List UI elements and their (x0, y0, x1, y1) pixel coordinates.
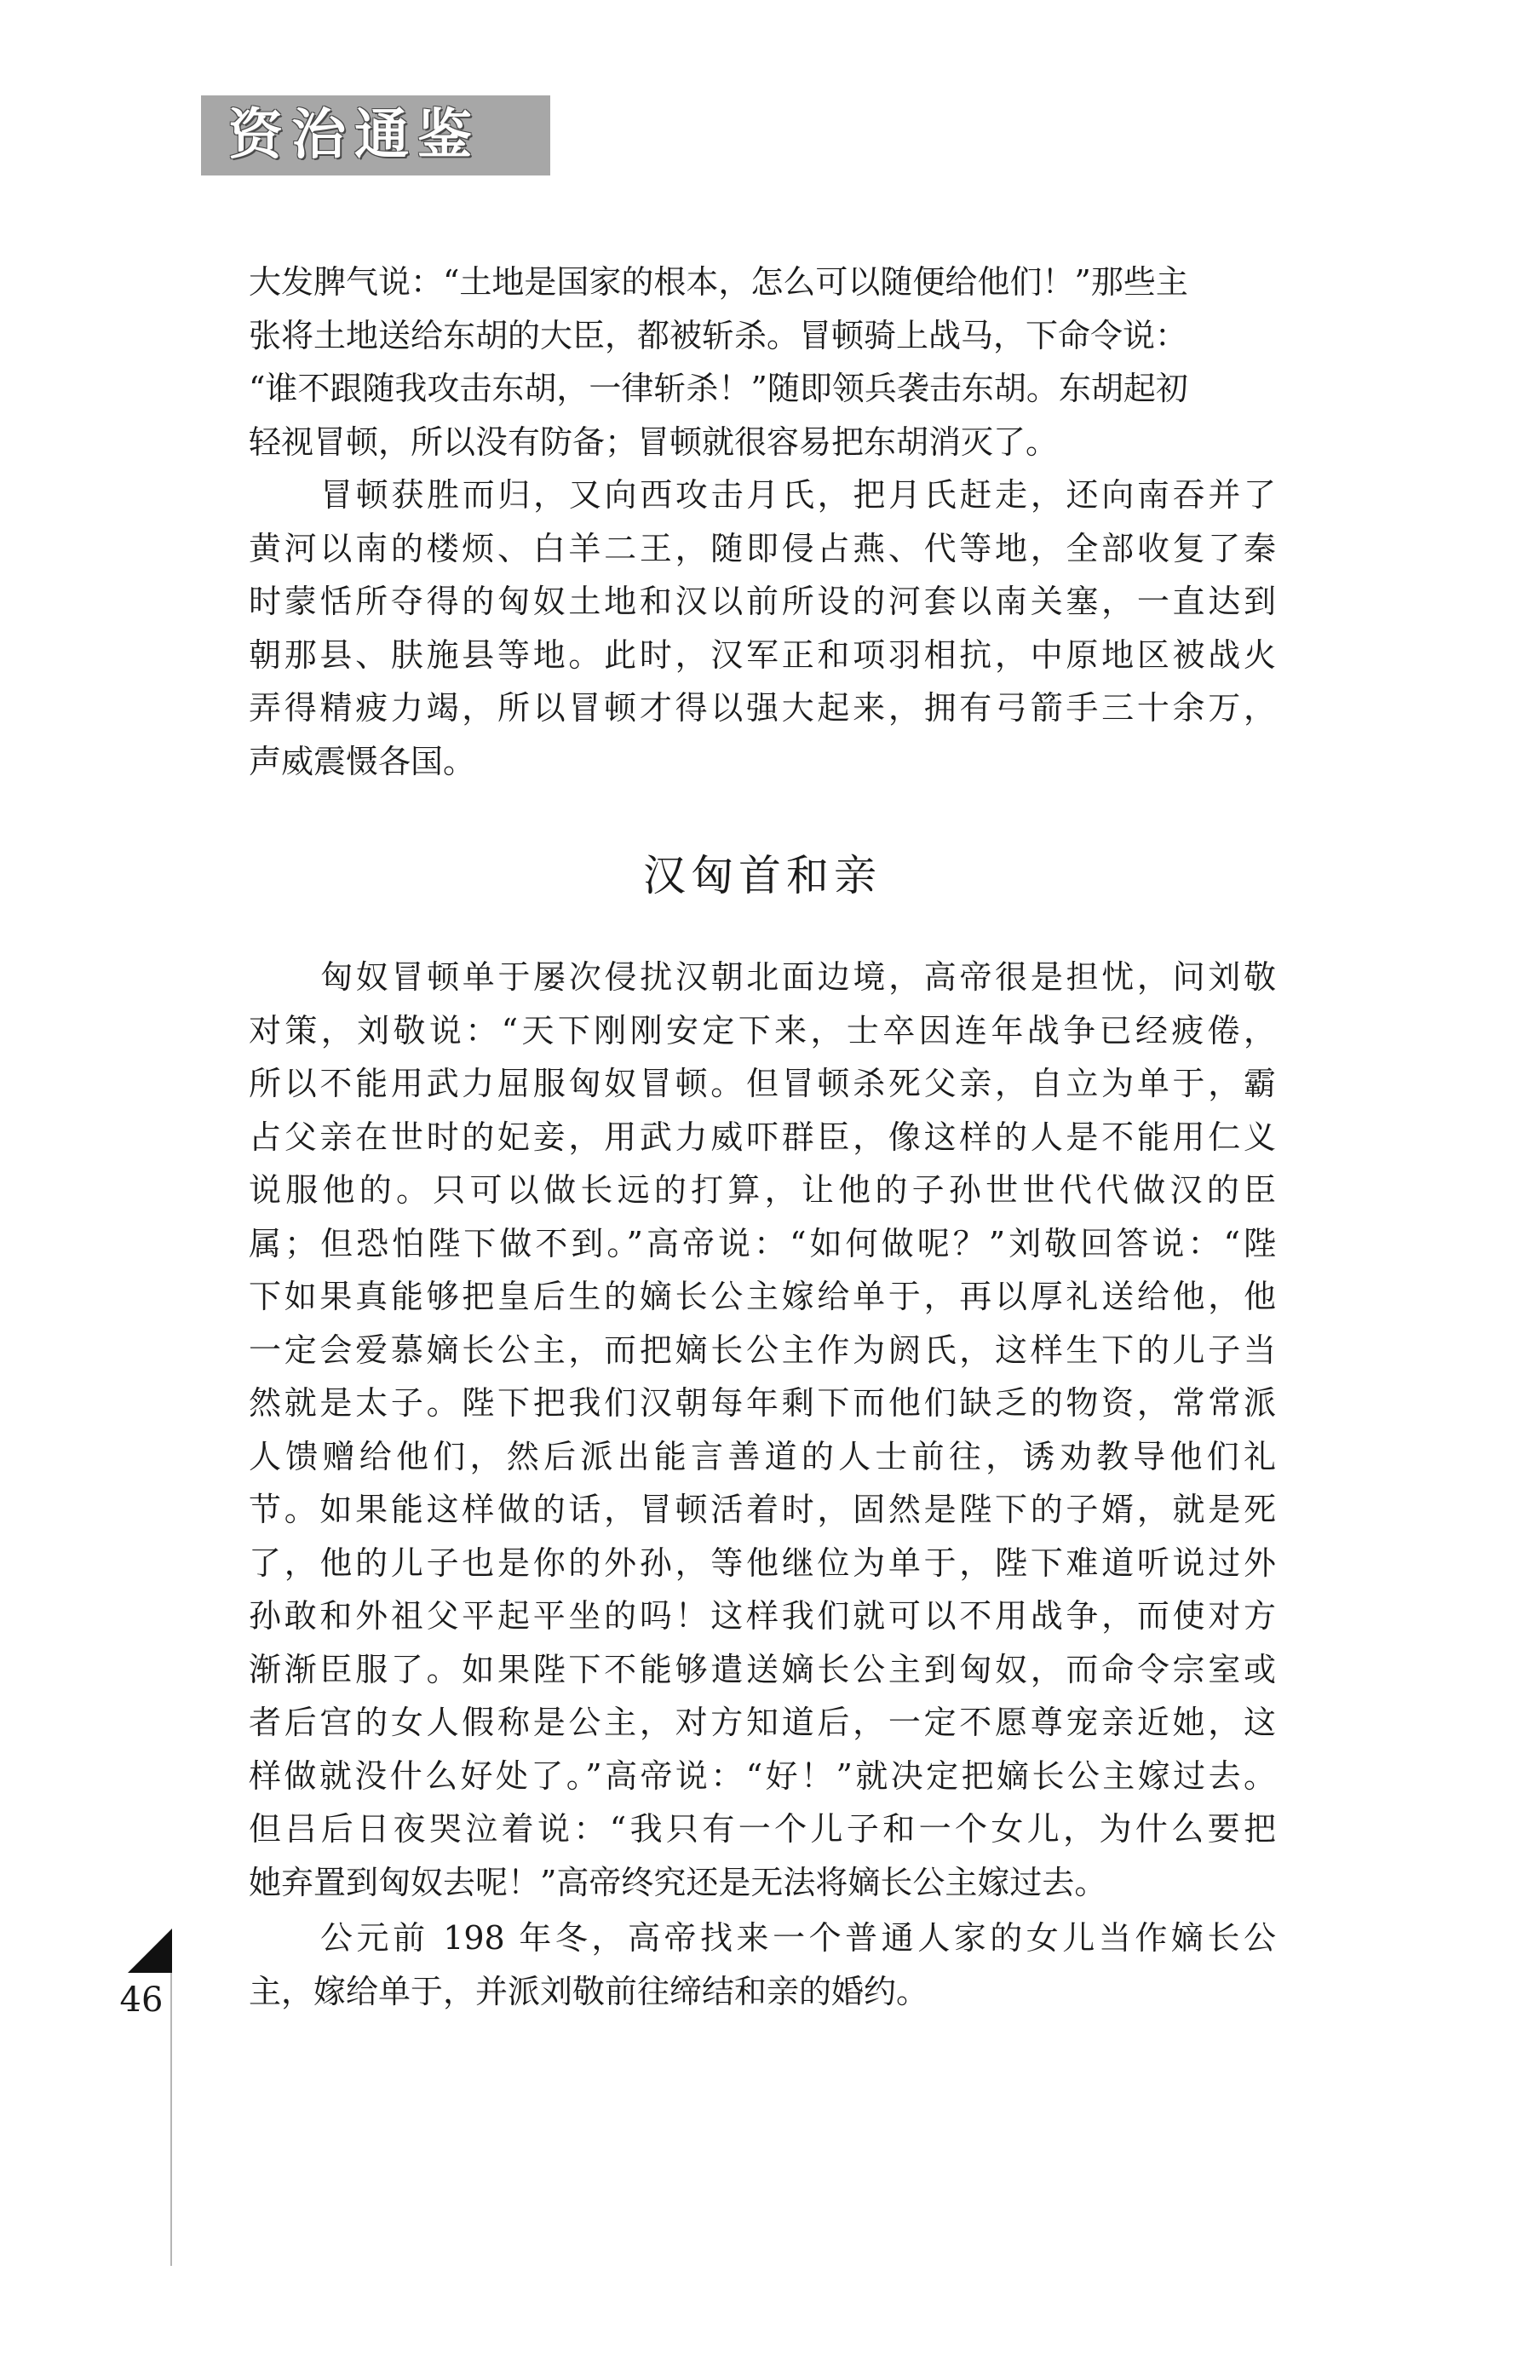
text-line: 属；但恐怕陛下做不到。”高帝说：“如何做呢？”刘敬回答说：“陛 (249, 1224, 1276, 1262)
text-line: 大发脾气说：“土地是国家的根本，怎么可以随便给他们！”那些主 (249, 263, 1188, 301)
text-line: 占父亲在世时的妃妾，用武力威吓群臣，像这样的人是不能用仁义 (249, 1118, 1276, 1156)
text-line: 时蒙恬所夺得的匈奴土地和汉以前所设的河套以南关塞，一直达到 (249, 583, 1276, 620)
text-line: 对策，刘敬说：“天下刚刚安定下来，士卒因连年战争已经疲倦， (249, 1011, 1276, 1049)
text-line: 所以不能用武力屈服匈奴冒顿。但冒顿杀死父亲，自立为单于，霸 (249, 1065, 1276, 1102)
corner-triangle-mark (128, 1929, 172, 1973)
text-line: 弄得精疲力竭，所以冒顿才得以强大起来，拥有弓箭手三十余万， (249, 689, 1276, 727)
book-title: 资治通鉴 (228, 104, 480, 167)
paragraph-modun-conquest (249, 469, 1276, 788)
text-line: 说服他的。只可以做长远的打算，让他的子孙世世代代做汉的臣 (249, 1171, 1276, 1209)
text-line: 一定会爱慕嫡长公主，而把嫡长公主作为阏氏，这样生下的儿子当 (249, 1331, 1276, 1369)
text-line: 张将土地送给东胡的大臣，都被斩杀。冒顿骑上战马，下命令说： (249, 316, 1188, 354)
text-line: 人馈赠给他们，然后派出能言善道的人士前往，诱劝教导他们礼 (249, 1437, 1276, 1475)
text-line: 公元前 198 年冬，高帝找来一个普通人家的女儿当作嫡长公 (320, 1919, 1276, 1957)
page-number: 46 (119, 1980, 164, 2020)
text-line: 样做就没什么好处了。”高帝说：“好！”就决定把嫡长公主嫁过去。 (249, 1756, 1276, 1795)
text-line: 主，嫁给单于，并派刘敬前往缔结和亲的婚约。 (249, 1972, 929, 2010)
text-line: 轻视冒顿，所以没有防备；冒顿就很容易把东胡消灭了。 (249, 423, 1059, 461)
text-line: 声威震慑各国。 (249, 742, 476, 780)
text-line: 节。如果能这样做的话，冒顿活着时，固然是陛下的子婿，就是死 (249, 1491, 1276, 1528)
text-line: 者后宫的女人假称是公主，对方知道后，一定不愿尊宠亲近她，这 (249, 1704, 1276, 1741)
section-heading: 汉匈首和亲 (643, 851, 882, 900)
text-line: 了，他的儿子也是你的外孙，等他继位为单于，陛下难道听说过外 (249, 1544, 1276, 1582)
paragraph-liu-jing-advice (249, 951, 1276, 1909)
paragraph-continued (249, 256, 1276, 469)
text-line: 渐渐臣服了。如果陛下不能够遣送嫡长公主到匈奴，而命令宗室或 (249, 1650, 1276, 1688)
text-line: 孙敢和外祖父平起平坐的吗！这样我们就可以不用战争，而使对方 (249, 1597, 1276, 1635)
paragraph-marriage-alliance (249, 1911, 1276, 2018)
text-line: 她弃置到匈奴去呢！”高帝终究还是无法将嫡长公主嫁过去。 (249, 1863, 1107, 1901)
text-line: 下如果真能够把皇后生的嫡长公主嫁给单于，再以厚礼送给他，他 (249, 1278, 1276, 1315)
text-line: 冒顿获胜而归，又向西攻击月氏，把月氏赶走，还向南吞并了 (320, 476, 1276, 514)
text-line: 朝那县、肤施县等地。此时，汉军正和项羽相抗，中原地区被战火 (249, 635, 1276, 674)
text-line: 然就是太子。陛下把我们汉朝每年剩下而他们缺乏的物资，常常派 (249, 1384, 1276, 1422)
margin-rule (170, 1973, 172, 2266)
text-line: “谁不跟随我攻击东胡，一律斩杀！”随即领兵袭击东胡。东胡起初 (249, 370, 1188, 407)
text-line: 但吕后日夜哭泣着说：“我只有一个儿子和一个女儿，为什么要把 (249, 1810, 1276, 1848)
text-line: 黄河以南的楼烦、白羊二王，随即侵占燕、代等地，全部收复了秦 (249, 529, 1276, 567)
text-line: 匈奴冒顿单于屡次侵扰汉朝北面边境，高帝很是担忧，问刘敬 (320, 958, 1276, 996)
